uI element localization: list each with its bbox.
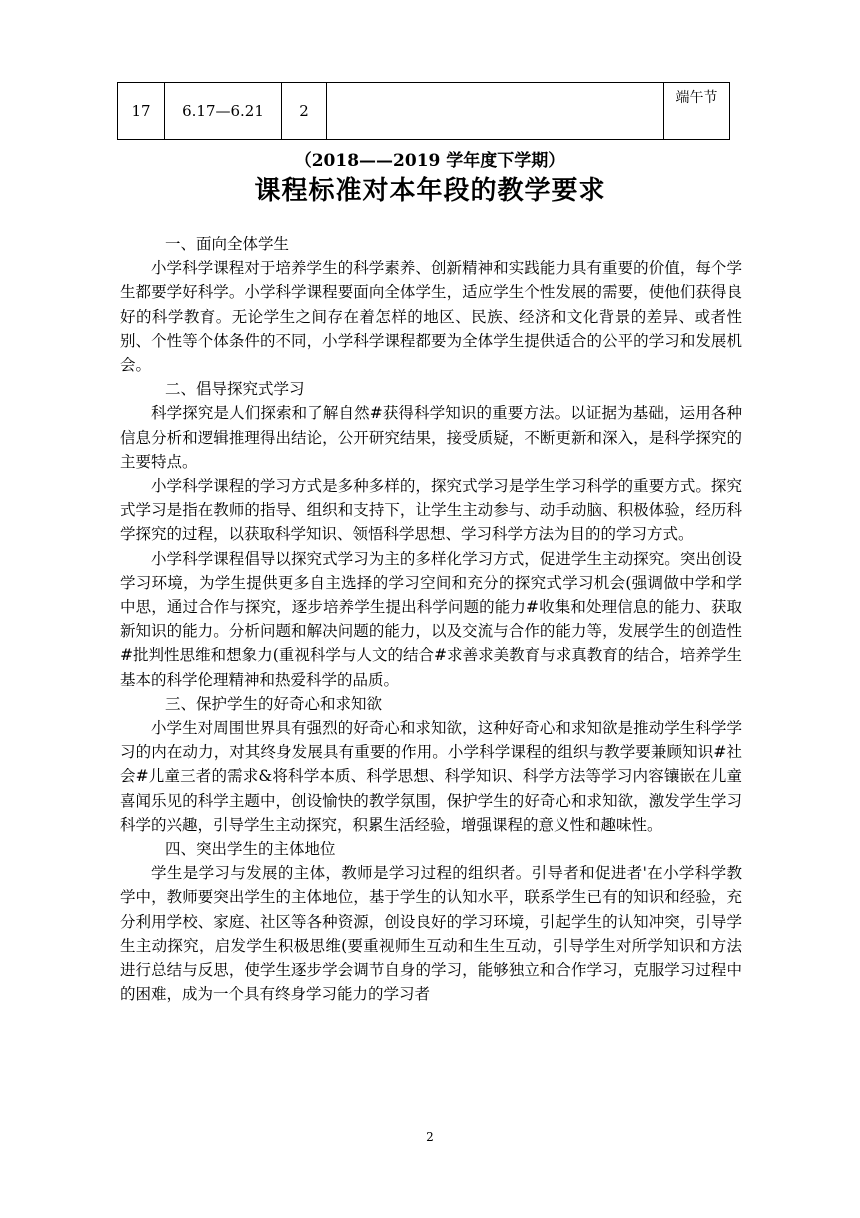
schedule-table (117, 82, 730, 140)
section-heading: 四、突出学生的主体地位 (164, 840, 336, 859)
paragraph: 学生是学习与发展的主体，教师是学习过程的组织者。引导者和促进者'在小学科学教学中，教师要突出学生的主体地位，基于学生的认知水平，联系学生已有的知识和经验，充分利用学校、家庭、社区等各种资源，创设良好的学习环境，引起学生的认知冲突，引导学生主动探究，启发学生积极思维(要重视师生互动和生生互动，引导学生对所学知识和方法进行总结与反思，使学生逐步学会调节自身的学习，能够独立和合作学习，克服学习过程中的困难，成为一个具有终身学习能力的学习者 (120, 864, 742, 1004)
section-heading: 三、保护学生的好奇心和求知欲 (164, 694, 382, 713)
paragraph: 小学生对周围世界具有强烈的好奇心和求知欲，这种好奇心和求知欲是推动学生科学学习的内在动力，对其终身发展具有重要的作用。小学科学课程的组织与教学要兼顾知识#社会#儿童三者的需求&将科学本质、科学思想、科学知识、科学方法等学习内容镶嵌在儿童喜闻乐见的科学主题中，创设愉快的教学氛围，保护学生的好奇心和求知欲，激发学生学习科学的兴趣，引导学生主动探究，积累生活经验，增强课程的意义性和趣味性。 (120, 719, 742, 834)
paragraph: 小学科学课程的学习方式是多种多样的，探究式学习是学生学习科学的重要方式。探究式学习是指在教师的指导、组织和支持下，让学生主动参与、动手动脑、积极体验，经历科学探究的过程，以获取科学知识、领悟科学思想、学习科学方法为目的的学习方式。 (120, 477, 742, 544)
table-row (118, 83, 730, 140)
paragraph: 小学科学课程对于培养学生的科学素养、创新精神和实践能力具有重要的价值，每个学生都要学好科学。小学科学课程要面向全体学生，适应学生个性发展的需要，使他们获得良好的科学教育。无论学生之间存在着怎样的地区、民族、经济和文化背景的差异、或者性别、个性等个体条件的不同，小学科学课程都要为全体学生提供适合的公平的学习和发展机会。 (120, 259, 742, 375)
page-subtitle: （2018——2019 学年度下学期） (294, 151, 566, 171)
page-number: 2 (426, 1130, 434, 1144)
count-cell: 2 (282, 83, 327, 140)
paragraph: 小学科学课程倡导以探究式学习为主的多样化学习方式，促进学生主动探究。突出创设学习环境，为学生提供更多自主选择的学习空间和充分的探究式学习机会(强调做中学和学中思，通过合作与探究，逐步培养学生提出科学问题的能力#收集和处理信息的能力、获取新知识的能力。分析问题和解决问题的能力，以及交流与合作的能力等，发展学生的创造性#批判性思维和想象力(重视科学与人文的结合#求善求美教育与求真教育的结合，培养学生基本的科学伦理精神和热爱科学的品质。 (120, 549, 742, 689)
paragraph: 科学探究是人们探索和了解自然#获得科学知识的重要方法。以证据为基础，运用各种信息分析和逻辑推理得出结论，公开研究结果，接受质疑，不断更新和深入，是科学探究的主要特点。 (120, 404, 742, 471)
section-heading: 一、面向全体学生 (164, 235, 289, 253)
section-heading: 二、倡导探究式学习 (164, 380, 305, 399)
page-title: 课程标准对本年段的教学要求 (254, 176, 606, 206)
document-body (120, 232, 742, 1007)
content-cell (327, 83, 664, 140)
dates-cell: 6.17—6.21 (165, 83, 282, 140)
note-cell: 端午节 (664, 83, 730, 140)
week-cell: 17 (118, 83, 165, 140)
